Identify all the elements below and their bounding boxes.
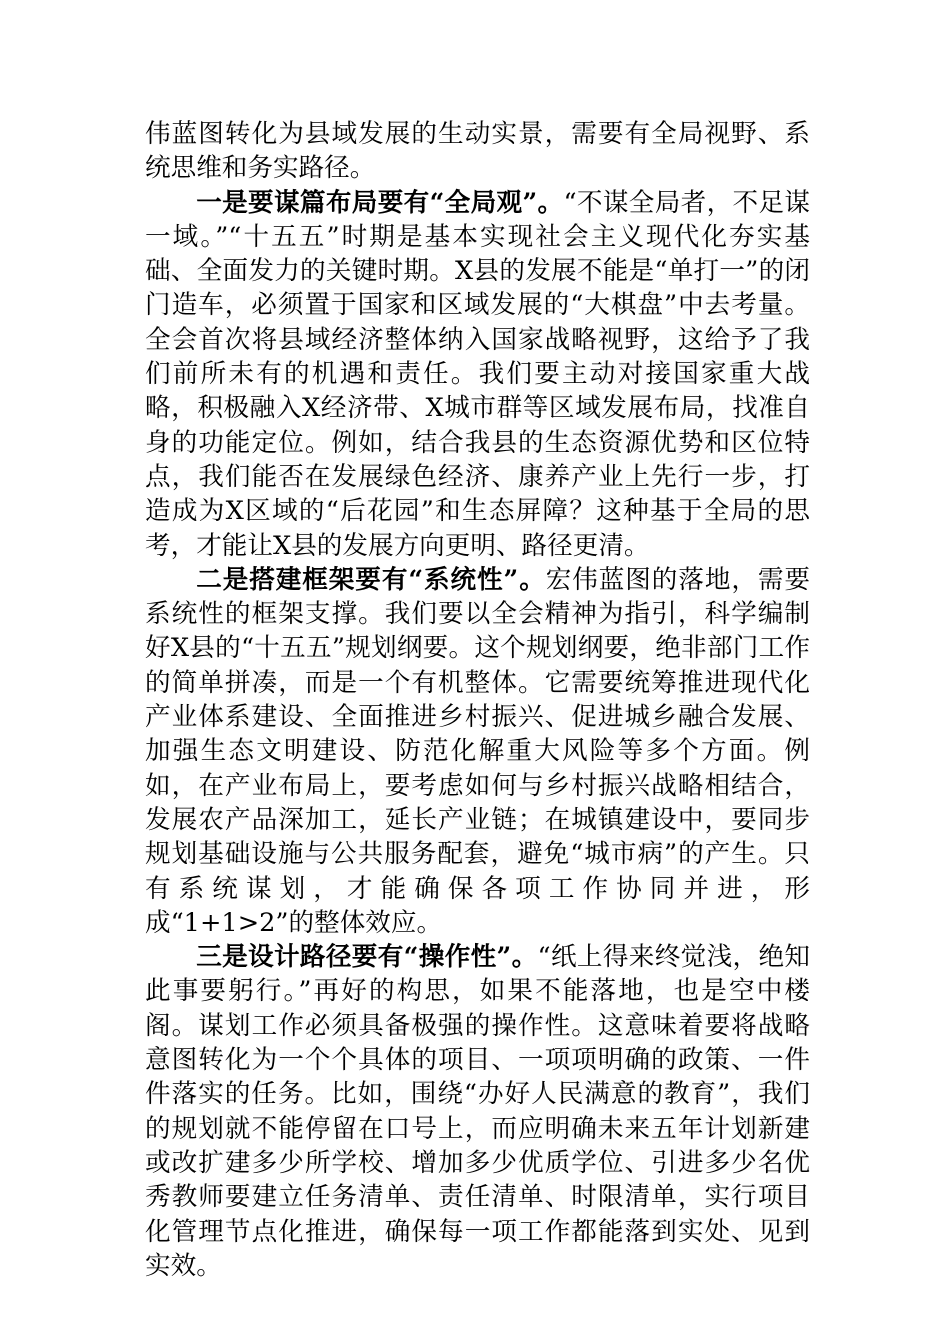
paragraph-heading: 一是要谋篇布局要有“全局观”。 <box>196 187 564 218</box>
paragraph-text: “纸上得来终觉浅，绝知此事要躬行。”再好的构思，如果不能落地，也是空中楼阁。谋划工作必须具备极强的操作性。这意味着要将战略意图转化为一个个具体的项目、一项项明确的政策、一件件落实的任务。比如，围绕“办好人民满意的教育”，我们的规划就不能停留在口号上，而应明确未来五年计划新建或改扩建多少所学校、增加多少优质学位、引进多少名优秀教师要建立任务清单、责任清单、时限清单，实行项目化管理节点化推进，确保每一项工作都能落到实处、见到实效。 <box>145 942 810 1281</box>
document-page <box>145 117 810 1283</box>
paragraph-heading: 二是搭建框架要有“系统性”。 <box>196 564 546 595</box>
paragraph-text: “不谋全局者，不足谋一域。”“十五五”时期是基本实现社会主义现代化夯实基础、全面发力的关键时期。X县的发展不能是“单打一”的闭门造车，必须置于国家和区域发展的“大棋盘”中去考量。全会首次将县域经济整体纳入国家战略视野，这给予了我们前所未有的机遇和责任。我们要主动对接国家重大战略，积极融入X经济带、X城市群等区域发展布局，找准自身的功能定位。例如，结合我县的生态资源优势和区位特点，我们能否在发展绿色经济、康养产业上先行一步，打造成为X区域的“后花园”和生态屏障？这种基于全局的思考，才能让X县的发展方向更明、路径更清。 <box>145 187 810 561</box>
paragraph-text: 宏伟蓝图的落地，需要系统性的框架支撑。我们要以全会精神为指引，科学编制好X县的“十五五”规划纲要。这个规划纲要，绝非部门工作的简单拼凑，而是一个有机整体。它需要统筹推进现代化产业体系建设、全面推进乡村振兴、促进城乡融合发展、加强生态文明建设、防范化解重大风险等多个方面。例如，在产业布局上，要考虑如何与乡村振兴战略相结合，发展农产品深加工，延长产业链；在城镇建设中，要同步规划基础设施与公共服务配套，避免“城市病”的产生。只有系统谋划，才能确保各项工作协同并进，形成“1+1>2”的整体效应。 <box>145 564 810 938</box>
paragraph-heading: 三是设计路径要有“操作性”。 <box>196 942 538 973</box>
paragraph-text: 伟蓝图转化为县域发展的生动实景，需要有全局视野、系统思维和务实路径。 <box>145 119 810 184</box>
paragraph-continuation <box>145 117 810 186</box>
paragraph-systematic <box>145 563 810 940</box>
paragraph-operability <box>145 940 810 1283</box>
paragraph-global-view <box>145 186 810 563</box>
